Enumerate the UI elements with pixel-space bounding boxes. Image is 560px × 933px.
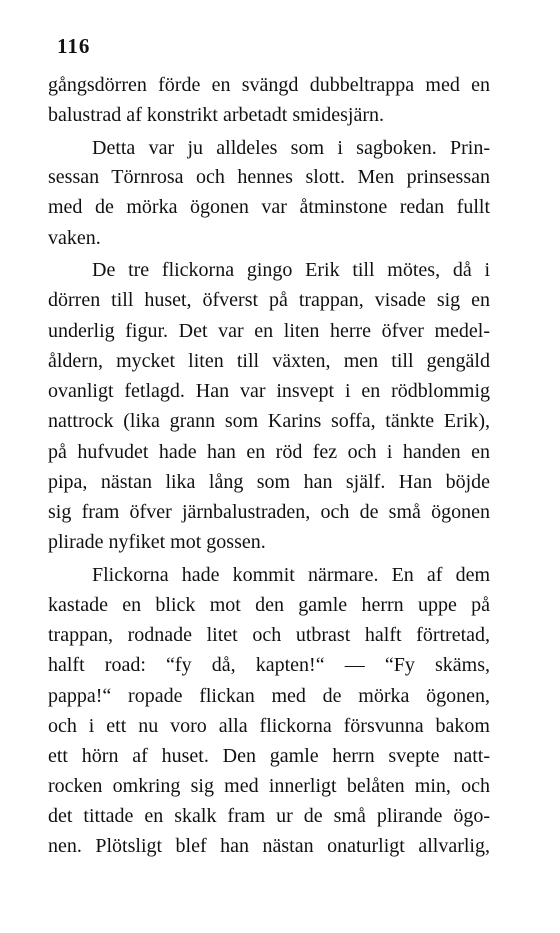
text-line: sessan Törnrosa och hennes slott. Men prinsessan [48,166,490,188]
text-line: nen. Plötsligt blef han nästan onaturligt allvarlig, [48,835,490,857]
text-line: pappa!“ ropade flickan med de mörka ögonen, [48,685,490,707]
text-line: på hufvudet hade han en röd fez och i handen en [48,441,490,463]
text-line: rocken omkring sig med innerligt belåten min, och [48,775,490,797]
text-line: ett hörn af huset. Den gamle herrn svepte natt- [48,745,490,767]
text-line: dörren till huset, öfverst på trappan, visade sig en [48,289,490,311]
text-line: trappan, rodnade litet och utbrast halft förtretad, [48,624,490,646]
text-line: det tittade en skalk fram ur de små plirande ögo- [48,805,490,827]
text-line: nattrock (lika grann som Karins soffa, tänkte Erik), [48,410,490,432]
text-line: vaken. [48,227,101,249]
text-line: gångsdörren förde en svängd dubbeltrappa med en [48,74,490,96]
text-line: halft road: “fy då, kapten!“ — “Fy skäms, [48,654,490,676]
text-line: Detta var ju alldeles som i sagboken. Prin- [92,137,490,159]
text-line: sig fram öfver järnbalustraden, och de små ögonen [48,501,490,523]
text-line: pipa, nästan lika lång som han själf. Han böjde [48,471,490,493]
text-line: kastade en blick mot den gamle herrn uppe på [48,594,490,616]
text-line: underlig figur. Det var en liten herre öfver medel- [48,320,490,342]
text-line: ovanligt fetlagd. Han var insvept i en rödblommig [48,380,490,402]
page-number: 116 [57,34,91,58]
text-line: De tre flickorna gingo Erik till mötes, då i [92,259,490,281]
text-line: med de mörka ögonen var åtminstone redan fullt [48,196,490,218]
text-line: balustrad af konstrikt arbetadt smidesjärn. [48,104,385,126]
text-line: och i ett nu voro alla flickorna försvunna bakom [48,715,490,737]
text-line: åldern, mycket liten till växten, men till gengäld [48,350,490,372]
text-line: Flickorna hade kommit närmare. En af dem [92,564,490,586]
text-line: plirade nyfiket mot gossen. [48,531,266,553]
